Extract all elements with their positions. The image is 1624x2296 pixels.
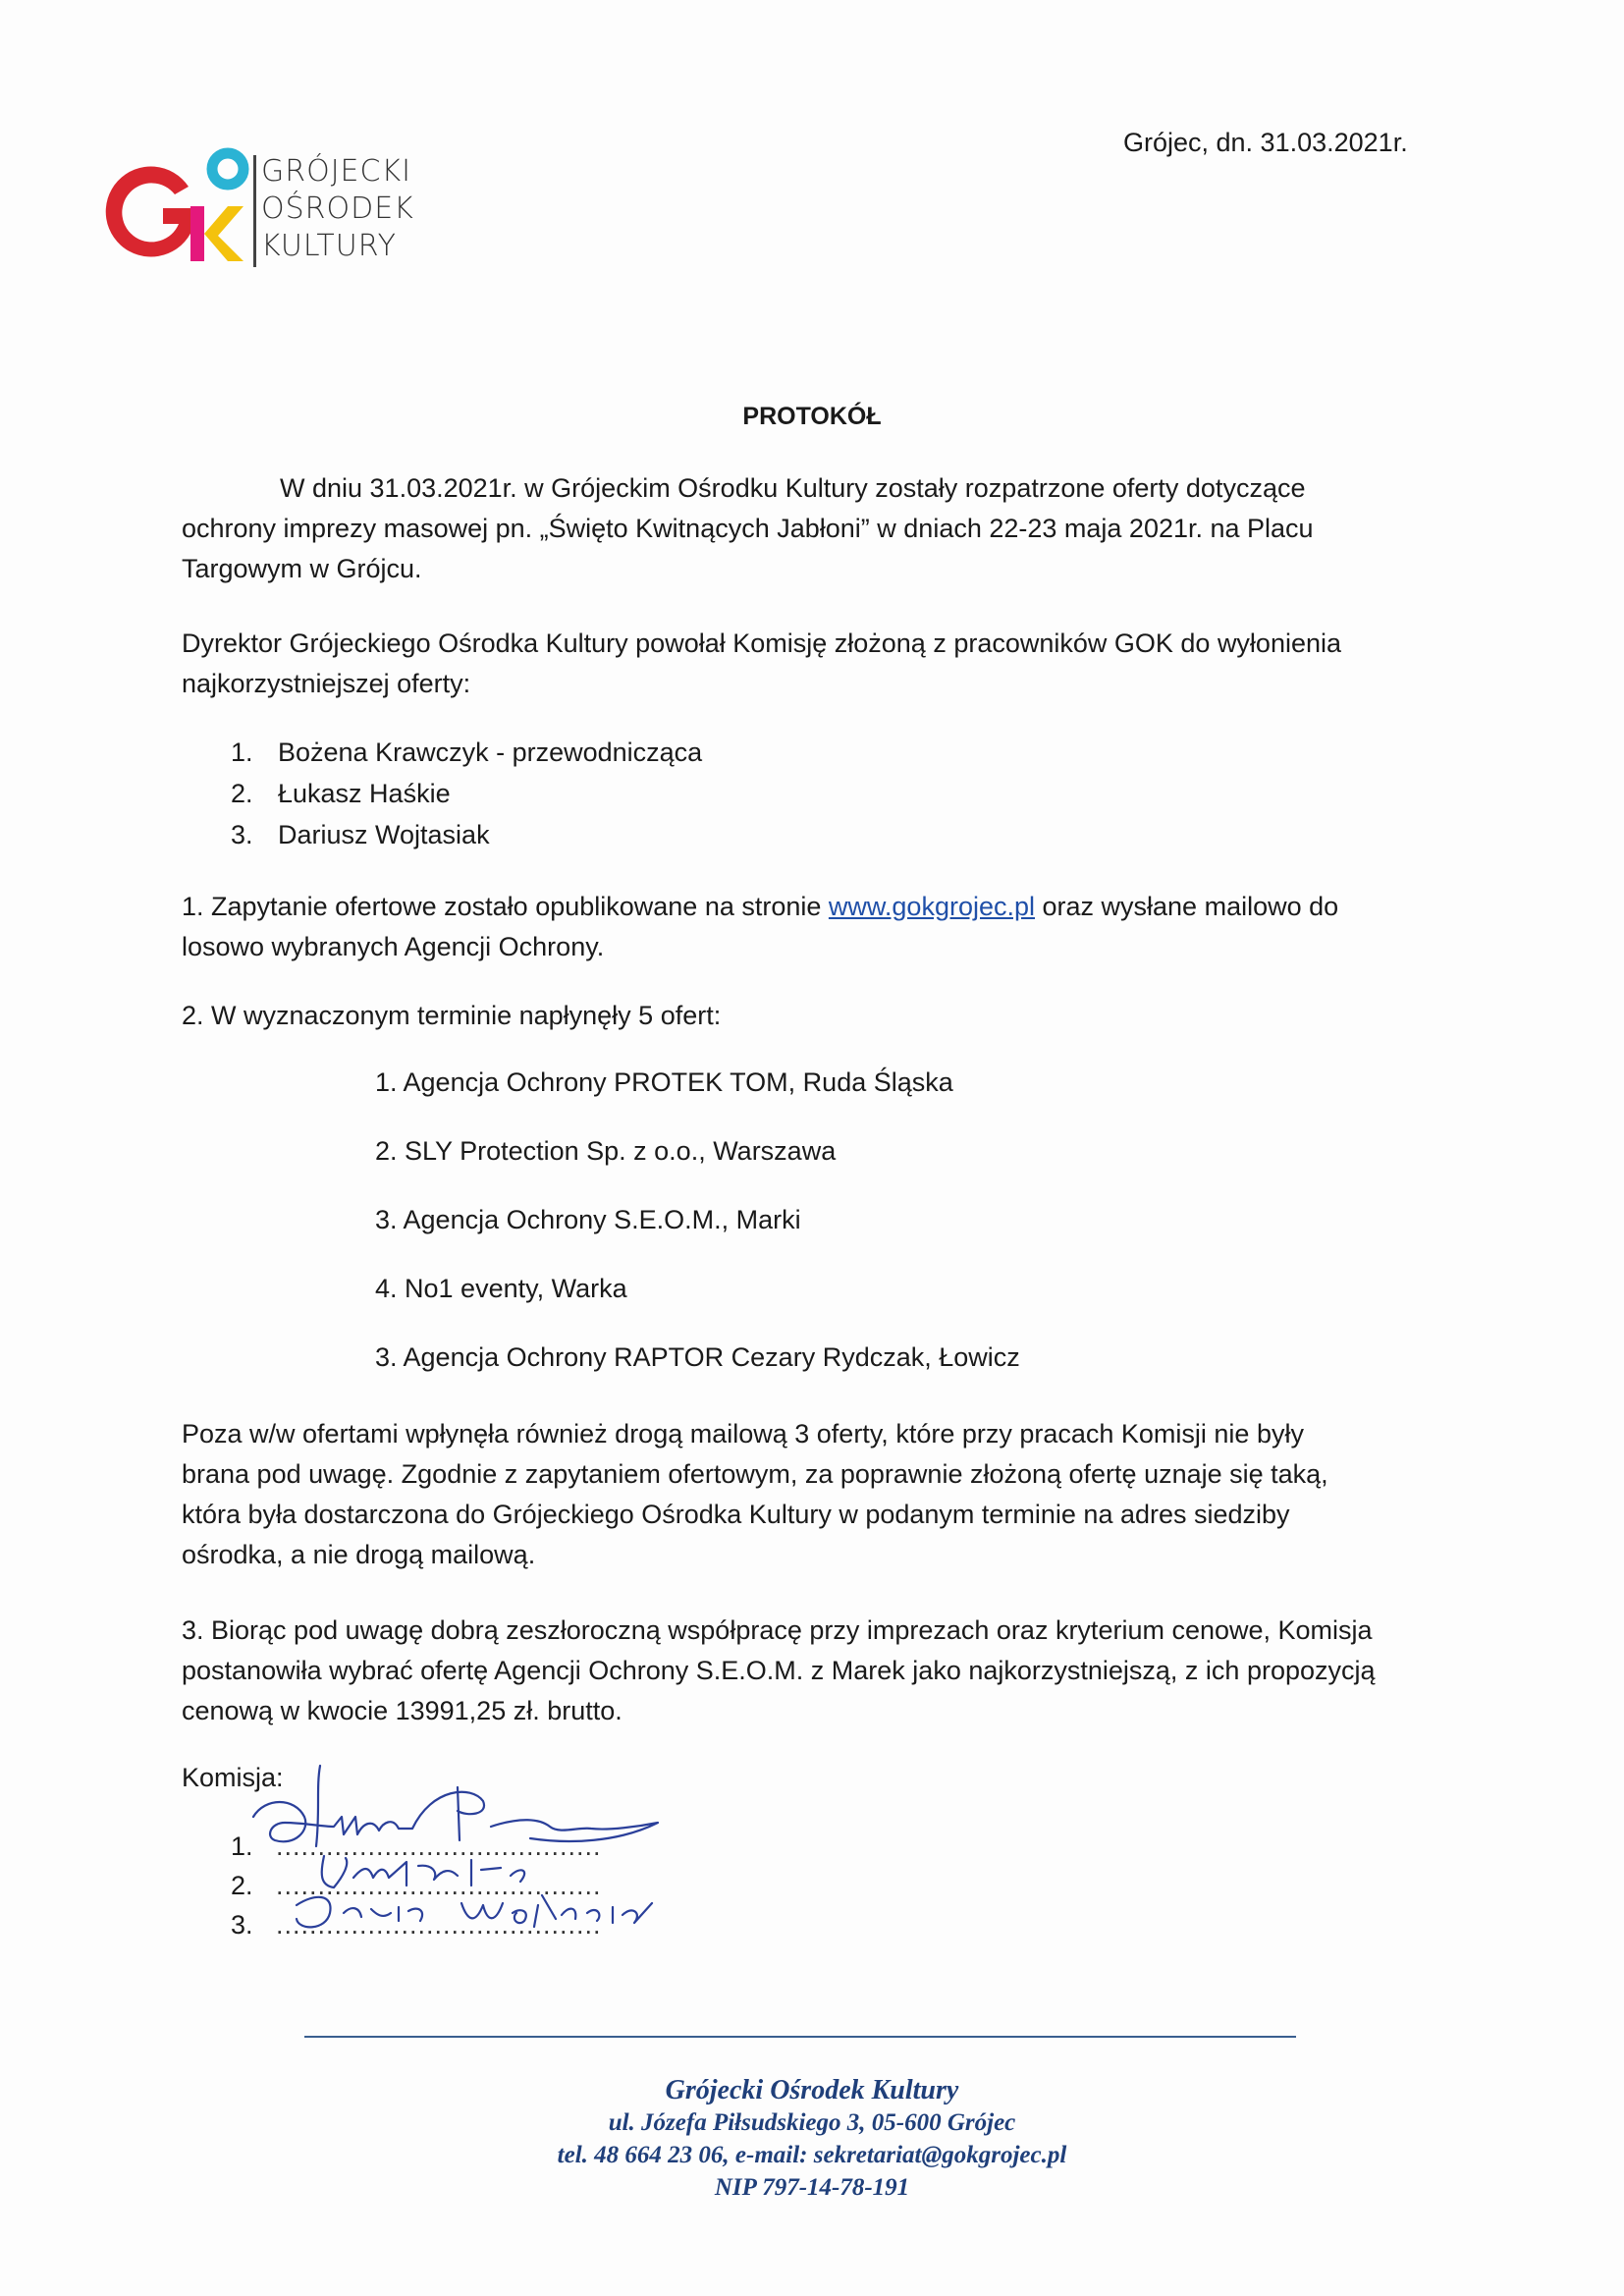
signature-dotted-line: ....................................... bbox=[276, 1871, 602, 1900]
signature-dotted-line: ....................................... bbox=[276, 1831, 602, 1861]
signature-number: 3. bbox=[231, 1910, 253, 1940]
director-paragraph bbox=[182, 624, 1434, 704]
logo-line-2: OŚRODEK bbox=[261, 191, 414, 226]
director-line: najkorzystniejszej oferty: bbox=[182, 669, 471, 698]
commission-label: Komisja: bbox=[182, 1763, 284, 1792]
logo-line-3: KULTURY bbox=[261, 229, 397, 263]
paragraph-line: cenową w kwocie 13991,25 zł. brutto. bbox=[182, 1696, 623, 1725]
commission-list bbox=[231, 732, 702, 855]
paragraph-line: postanowiła wybrać ofertę Agencji Ochrony S.E.O.M. z Marek jako najkorzystniejszą, z ich propozycją bbox=[182, 1656, 1376, 1685]
point-1-line bbox=[182, 887, 1434, 927]
logo-divider bbox=[253, 155, 256, 267]
signature-number: 1. bbox=[231, 1831, 253, 1861]
point-1-text: oraz wysłane mailowo do bbox=[1035, 892, 1339, 921]
point-2-paragraph: 2. W wyznaczonym terminie napłynęły 5 ofert: bbox=[182, 1001, 722, 1030]
offers-list bbox=[375, 1067, 1020, 1411]
paragraph-line: brana pod uwagę. Zgodnie z zapytaniem ofertowym, za poprawnie złożoną ofertę uznaje się taką, bbox=[182, 1459, 1328, 1489]
list-item: 2. SLY Protection Sp. z o.o., Warszawa bbox=[375, 1136, 837, 1166]
signature-2 bbox=[322, 1856, 524, 1887]
intro-paragraph bbox=[182, 468, 1434, 589]
paragraph-line: 3. Biorąc pod uwagę dobrą zeszłoroczną współpracę przy imprezach oraz kryterium cenowe, Komisja bbox=[182, 1615, 1373, 1645]
intro-line: W dniu 31.03.2021r. w Grójeckim Ośrodku Kultury zostały rozpatrzone oferty dotyczące bbox=[280, 473, 1306, 503]
list-item bbox=[231, 773, 702, 814]
footer-divider bbox=[304, 2036, 1296, 2038]
intro-line: Targowym w Grójcu. bbox=[182, 554, 422, 583]
list-item: 3. Agencja Ochrony RAPTOR Cezary Rydczak, Łowicz bbox=[375, 1342, 1020, 1372]
footer bbox=[0, 2074, 1624, 2204]
point-3-paragraph bbox=[182, 1611, 1434, 1731]
website-link[interactable]: www.gokgrojec.pl bbox=[828, 892, 1035, 921]
point-1-text: 1. Zapytanie ofertowe zostało opublikowane na stronie bbox=[182, 892, 829, 921]
list-item-number: 3. bbox=[231, 820, 253, 849]
point-1-paragraph bbox=[182, 887, 1434, 967]
paragraph-line: Poza w/w ofertami wpłynęła również drogą mailową 3 oferty, które przy pracach Komisji nie były bbox=[182, 1419, 1304, 1449]
footer-contact: tel. 48 664 23 06, e-mail: sekretariat@gokgrojec.pl bbox=[557, 2142, 1067, 2168]
footer-address: ul. Józefa Piłsudskiego 3, 05-600 Grójec bbox=[608, 2109, 1016, 2136]
list-item-name: Dariusz Wojtasiak bbox=[278, 820, 490, 849]
signature-3 bbox=[297, 1895, 652, 1927]
list-item-name: Bożena Krawczyk - przewodnicząca bbox=[278, 738, 703, 767]
paragraph-line: która była dostarczona do Grójeckiego Ośrodka Kultury w podanym terminie na adres siedziby bbox=[182, 1500, 1290, 1529]
list-item bbox=[231, 814, 702, 855]
gok-logo bbox=[98, 147, 452, 275]
list-item bbox=[231, 732, 702, 773]
logo-line-1: GRÓJECKI bbox=[261, 154, 411, 189]
signature-dotted-line: ....................................... bbox=[276, 1910, 602, 1940]
document-title: PROTOKÓŁ bbox=[742, 403, 882, 430]
list-item-name: Łukasz Haśkie bbox=[278, 779, 451, 808]
handwritten-signatures bbox=[226, 1758, 776, 1954]
list-item: 3. Agencja Ochrony S.E.O.M., Marki bbox=[375, 1205, 801, 1234]
email-offers-paragraph bbox=[182, 1414, 1434, 1575]
footer-nip: NIP 797-14-78-191 bbox=[714, 2174, 910, 2201]
list-item: 1. Agencja Ochrony PROTEK TOM, Ruda Śląska bbox=[375, 1067, 953, 1097]
list-item: 4. No1 eventy, Warka bbox=[375, 1274, 627, 1303]
gok-logo-mark-icon bbox=[98, 147, 265, 275]
point-1-line: losowo wybranych Agencji Ochrony. bbox=[182, 932, 605, 961]
logo-wordmark bbox=[261, 153, 414, 265]
signature-1 bbox=[253, 1766, 658, 1846]
list-item-number: 2. bbox=[231, 779, 253, 808]
signature-number: 2. bbox=[231, 1871, 253, 1900]
paragraph-line: ośrodka, a nie drogą mailową. bbox=[182, 1540, 536, 1569]
list-item-number: 1. bbox=[231, 738, 253, 767]
footer-organization: Grójecki Ośrodek Kultury bbox=[665, 2075, 959, 2105]
director-line: Dyrektor Grójeckiego Ośrodka Kultury powołał Komisję złożoną z pracowników GOK do wyłonienia bbox=[182, 629, 1342, 658]
intro-line: ochrony imprezy masowej pn. „Święto Kwitnących Jabłoni” w dniach 22-23 maja 2021r. na Placu bbox=[182, 514, 1314, 543]
document-date: Grójec, dn. 31.03.2021r. bbox=[1123, 128, 1408, 157]
